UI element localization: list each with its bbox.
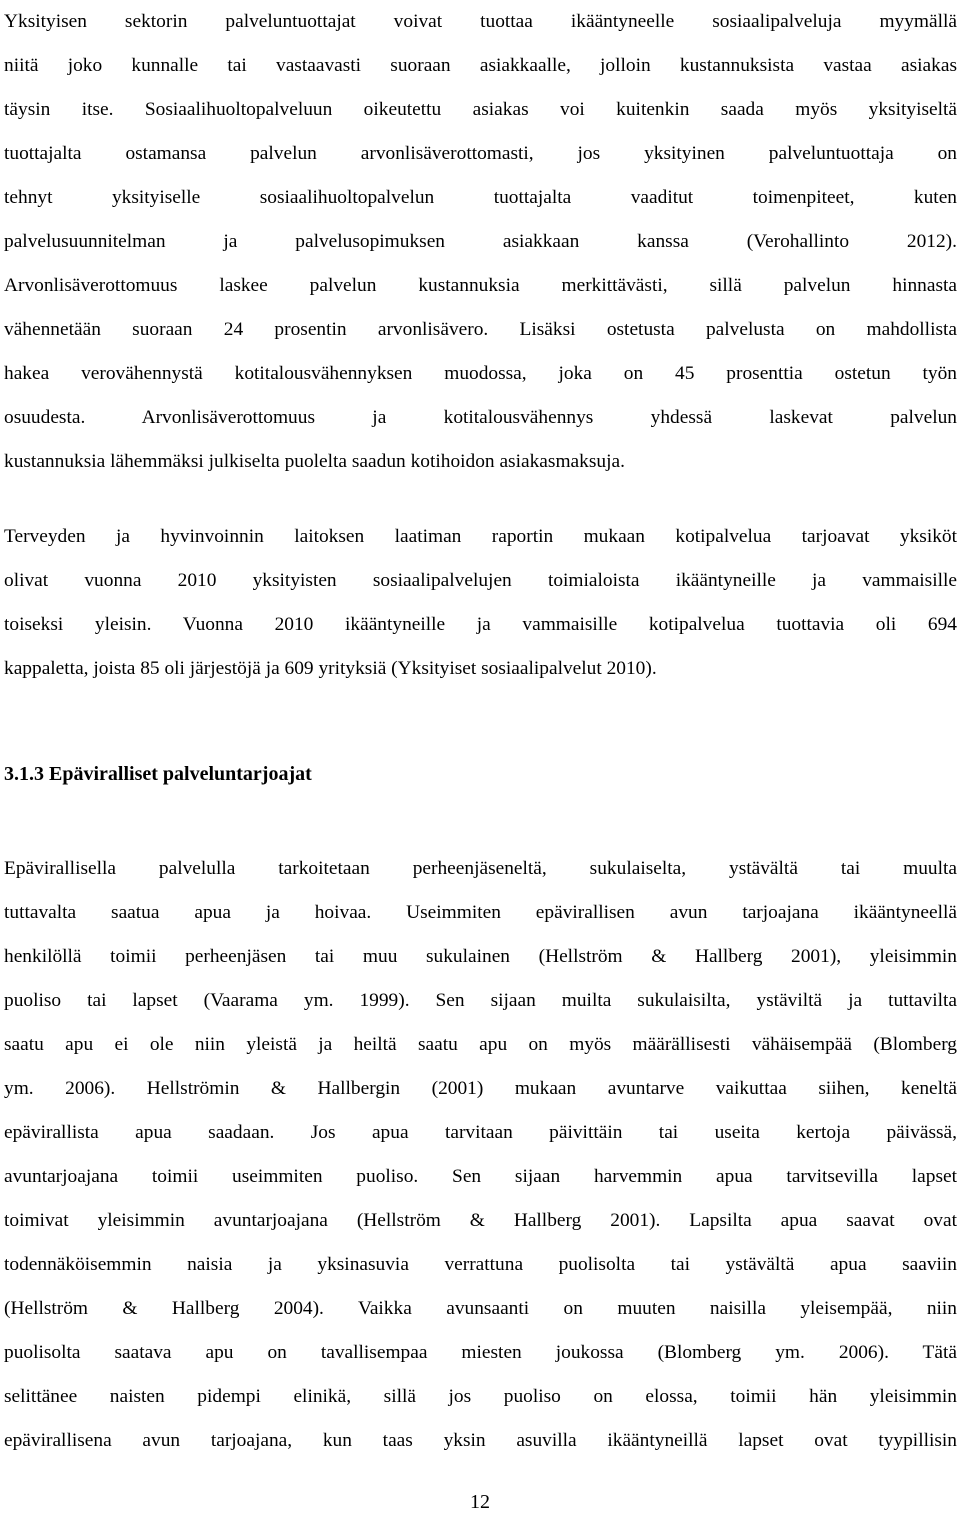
text-line: vähennetään suoraan 24 prosentin arvonlisävero. Lisäksi ostetusta palvelusta on mahdollista (4, 319, 957, 340)
text-line: Epävirallisella palvelulla tarkoitetaan perheenjäseneltä, sukulaiselta, ystävältä tai muulta (4, 858, 957, 879)
text-line: olivat vuonna 2010 yksityisten sosiaalipalvelujen toimialoista ikääntyneille ja vammaisille (4, 570, 957, 591)
text-line: Arvonlisäverottomuus laskee palvelun kustannuksia merkittävästi, sillä palvelun hinnasta (4, 275, 957, 296)
text-line: osuudesta. Arvonlisäverottomuus ja kotitalousvähennys yhdessä laskevat palvelun (4, 407, 957, 428)
section-heading: 3.1.3 Epäviralliset palveluntarjoajat (4, 763, 312, 785)
text-line: palvelusuunnitelman ja palvelusopimuksen asiakkaan kanssa (Verohallinto 2012). (4, 231, 957, 252)
text-line: tuottajalta ostamansa palvelun arvonlisäverottomasti, jos yksityinen palveluntuottaja on (4, 143, 957, 164)
text-line: henkilöllä toimii perheenjäsen tai muu sukulainen (Hellström & Hallberg 2001), yleisimmin (4, 946, 957, 967)
text-line: puoliso tai lapset (Vaarama ym. 1999). Sen sijaan muilta sukulaisilta, ystäviltä ja tuttavilta (4, 990, 957, 1011)
text-line: ym. 2006). Hellströmin & Hallbergin (2001) mukaan avuntarve vaikuttaa siihen, keneltä (4, 1078, 957, 1099)
text-line: toiseksi yleisin. Vuonna 2010 ikääntyneille ja vammaisille kotipalvelua tuottavia oli 694 (4, 614, 957, 635)
text-line: tehnyt yksityiselle sosiaalihuoltopalvelun tuottajalta vaaditut toimenpiteet, kuten (4, 187, 957, 208)
text-line: niitä joko kunnalle tai vastaavasti suoraan asiakkaalle, jolloin kustannuksista vastaa asiakas (4, 55, 957, 76)
paragraph-private-sector (4, 0, 957, 484)
text-line: avuntarjoajana toimii useimmiten puoliso. Sen sijaan harvemmin apua tarvitsevilla lapset (4, 1166, 957, 1187)
text-line: puolisolta saatava apu on tavallisempaa miesten joukossa (Blomberg ym. 2006). Tätä (4, 1342, 957, 1363)
text-line: hakea verovähennystä kotitalousvähennyksen muodossa, joka on 45 prosenttia ostetun työn (4, 363, 957, 384)
text-line: toimivat yleisimmin avuntarjoajana (Hellström & Hallberg 2001). Lapsilta apua saavat ovat (4, 1210, 957, 1231)
text-line: tuttavalta saatua apua ja hoivaa. Useimmiten epävirallisen avun tarjoajana ikääntyneellä (4, 902, 957, 923)
text-line: saatu apu ei ole niin yleistä ja heiltä saatu apu on myös määrällisesti vähäisempää (Blomberg (4, 1034, 957, 1055)
text-line: (Hellström & Hallberg 2004). Vaikka avunsaanti on muuten naisilla yleisempää, niin (4, 1298, 957, 1319)
page-number: 12 (470, 1491, 490, 1513)
text-line: Yksityisen sektorin palveluntuottajat voivat tuottaa ikääntyneelle sosiaalipalveluja myymällä (4, 11, 957, 32)
text-line: epävirallisena avun tarjoajana, kun taas yksin asuvilla ikääntyneillä lapset ovat tyypillisin (4, 1430, 957, 1451)
text-line: selittänee naisten pidempi elinikä, sillä jos puoliso on elossa, toimii hän yleisimmin (4, 1386, 957, 1407)
text-line: todennäköisemmin naisia ja yksinasuvia verrattuna puolisolta tai ystävältä apua saaviin (4, 1254, 957, 1275)
text-line: kappaletta, joista 85 oli järjestöjä ja 609 yrityksiä (Yksityiset sosiaalipalvelut 2010). (4, 658, 657, 679)
paragraph-informal-care (4, 847, 957, 1463)
text-line: epävirallista apua saadaan. Jos apua tarvitaan päivittäin tai useita kertoja päivässä, (4, 1122, 957, 1143)
text-line: Terveyden ja hyvinvoinnin laitoksen laatiman raportin mukaan kotipalvelua tarjoavat yksiköt (4, 526, 957, 547)
text-line: kustannuksia lähemmäksi julkiselta puolelta saadun kotihoidon asiakasmaksuja. (4, 451, 625, 472)
paragraph-thl-report (4, 515, 957, 691)
text-line: täysin itse. Sosiaalihuoltopalveluun oikeutettu asiakas voi kuitenkin saada myös yksityiseltä (4, 99, 957, 120)
